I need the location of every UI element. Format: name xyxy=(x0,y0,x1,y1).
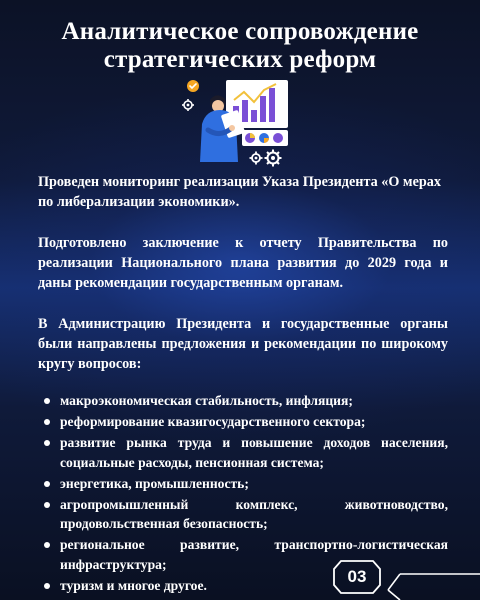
pie-chart-board-icon xyxy=(242,130,288,146)
list-item-text: развитие рынка труда и повышение доходов населения, социальные расходы, пенсионная система; xyxy=(60,435,448,470)
paragraph-recommendations: В Администрацию Президента и государственные органы были направлены предложения и рекомендации по широкому кругу вопросов: xyxy=(38,316,448,372)
page-title xyxy=(0,18,480,74)
list-item-text: макроэкономическая стабильность, инфляция; xyxy=(60,393,353,408)
list-item xyxy=(38,433,448,472)
list-item xyxy=(38,391,448,411)
title-line-2: стратегических реформ xyxy=(103,46,377,73)
paragraph-conclusion: Подготовлено заключение к отчету Правительства по реализации Национального плана развития до 2029 года и даны рекомендации государственным органам. xyxy=(38,235,448,291)
bullet-dot-icon xyxy=(44,502,50,508)
check-circle-icon xyxy=(187,80,199,92)
bullet-dot-icon xyxy=(44,542,50,548)
analyst-illustration xyxy=(180,76,300,172)
gear-icon xyxy=(182,99,194,111)
gear-icon xyxy=(250,152,263,165)
list-item-text: реформирование квазигосударственного сектора; xyxy=(60,414,366,429)
page-number: 03 xyxy=(347,567,367,586)
list-item-text: региональное развитие, транспортно-логистическая инфраструктура; xyxy=(60,537,448,572)
list-item xyxy=(38,412,448,432)
bullet-dot-icon xyxy=(44,440,50,446)
page-number-badge xyxy=(333,560,381,594)
title-line-1: Аналитическое сопровождение xyxy=(61,18,419,45)
list-item-text: агропромышленный комплекс, животноводство, продовольственная безопасность; xyxy=(60,496,448,531)
list-item-text: туризм и многое другое. xyxy=(60,577,207,593)
bullet-dot-icon xyxy=(44,419,50,425)
bullet-dot-icon xyxy=(44,481,50,487)
list-item xyxy=(38,495,448,534)
list-item-text: энергетика, промышленность; xyxy=(60,475,249,491)
list-item xyxy=(38,474,448,494)
bullet-dot-icon xyxy=(44,583,50,589)
paragraph-monitoring: Проведен мониторинг реализации Указа Президента «О мерах по либерализации экономики». xyxy=(38,174,441,210)
gear-icon xyxy=(265,150,282,167)
bullet-dot-icon xyxy=(44,398,50,404)
